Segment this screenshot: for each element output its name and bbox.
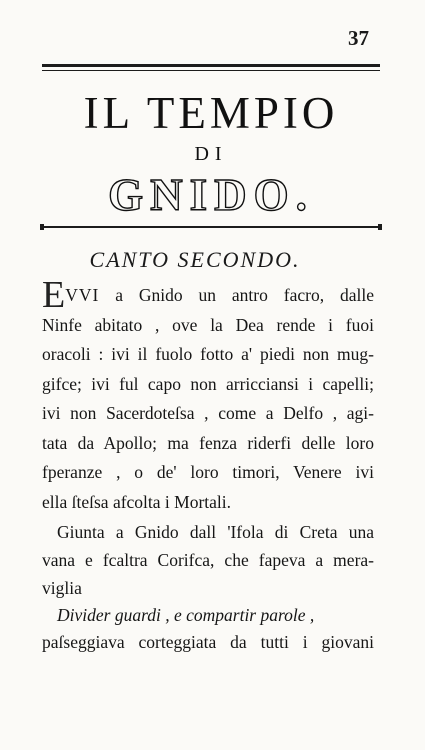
paragraph-3-line: paſseggiava corteggiata da tutti i giovani [42, 632, 374, 652]
paragraph-1 [42, 274, 374, 517]
title-line-1: IL TEMPIO [83, 88, 339, 138]
paragraph-1-line-8: ella ſteſsa afcolta i Mortali. [42, 491, 232, 512]
canto-heading: CANTO SECONDO. [89, 247, 301, 272]
paragraph-2-line-2: vana e fcaltra Corifca, che fapeva a mera- [42, 550, 374, 570]
paragraph-1-line-6: tata da Apollo; ma fenza riderfi delle loro [42, 432, 374, 453]
section-rule [42, 226, 380, 228]
section-rule-end-left [40, 224, 44, 230]
paragraph-1-line-5: ivi non Sacerdoteſsa , come a Delfo , agi- [42, 403, 374, 423]
paragraph-2 [42, 518, 374, 602]
paragraph-1-line-1 [42, 274, 374, 316]
page-number: 37 [348, 26, 369, 50]
paragraph-1-line-3: oracoli : ivi il fuolo fotto a' piedi non mug- [42, 344, 374, 364]
top-rule-thin [42, 70, 380, 71]
top-rule-thick [42, 64, 380, 67]
paragraph-1-line-4: gifce; ivi ful capo non arricciansi i capelli; [42, 373, 374, 394]
title-line-3: GNIDO. [108, 170, 314, 220]
paragraph-1-line-7: fperanze , o de' loro timori, Venere ivi [42, 462, 374, 482]
paragraph-2-line-1: Giunta a Gnido dall 'Ifola di Creta una [57, 522, 374, 542]
verse-line: Divider guardi , e compartir parole , [57, 605, 315, 625]
line-text: a Gnido un antro facro, dalle [99, 285, 374, 305]
section-rule-end-right [378, 224, 382, 230]
drop-cap: E [42, 274, 66, 316]
paragraph-2-line-3: viglia [42, 578, 82, 598]
paragraph-1-line-2: Ninfe abitato , ove la Dea rende i fuoi [42, 314, 374, 335]
first-word-rest: VVI [65, 285, 100, 305]
paragraph-3 [42, 602, 374, 656]
title-line-2: DI [194, 143, 228, 165]
